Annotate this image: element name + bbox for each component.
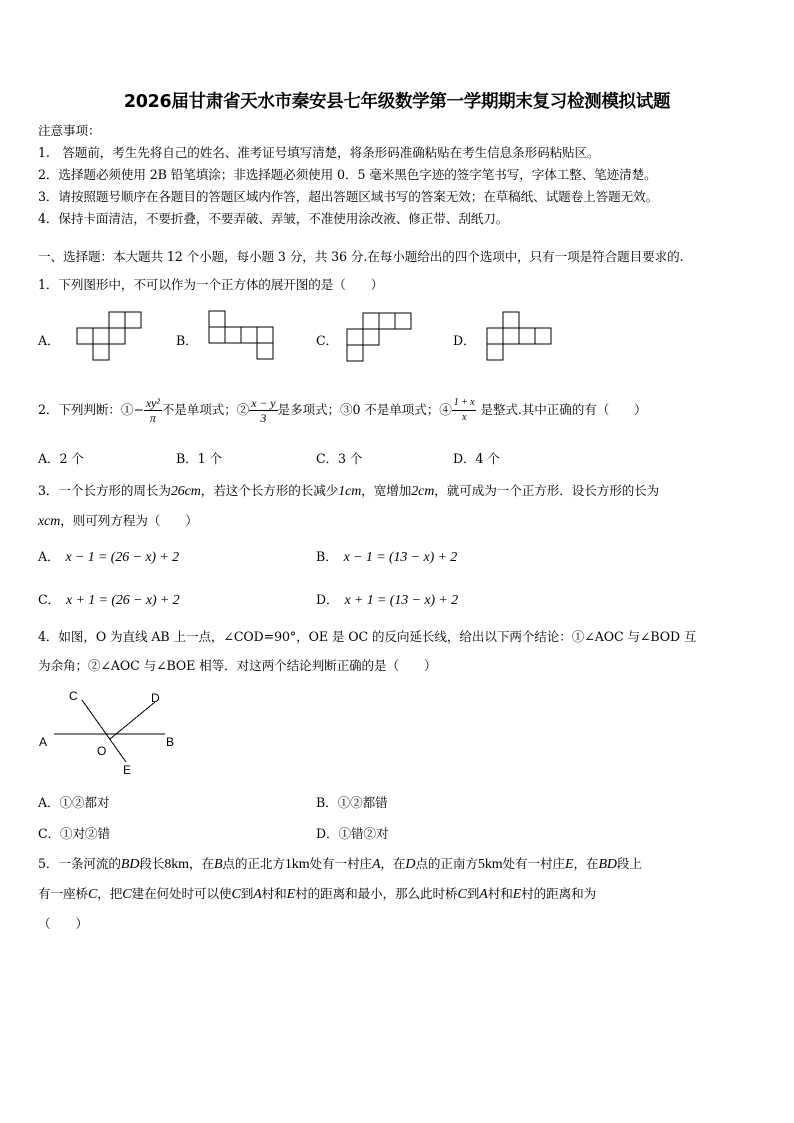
q2-f2-num: x − y xyxy=(251,396,276,410)
q5-village-a-2: A xyxy=(253,887,262,902)
note-item-1: 1. 答题前，考生先将自己的姓名、准考证号填写清楚，将条形码准确粘贴在考生信息条形码粘贴区。 xyxy=(38,145,600,160)
q3-line-1 xyxy=(38,480,659,500)
note-item-4: 4．保持卡面清洁，不要折叠，不要弄破、弄皱，不准使用涂改液、修正带、刮纸刀。 xyxy=(38,211,509,226)
q5-line-2 xyxy=(38,883,596,903)
q5-point-d: D xyxy=(405,857,416,872)
q5-u6: 村的距离和最小，那么此时桥 xyxy=(295,886,458,901)
q5-u1: 有一座桥 xyxy=(38,886,88,901)
q5-distance-3: 5km xyxy=(477,857,503,872)
q2-f1-den: π xyxy=(149,411,156,425)
angle-figure xyxy=(30,682,190,782)
q3-option-b xyxy=(316,546,457,566)
q3-line-2 xyxy=(38,510,198,530)
q3-variable: xcm xyxy=(38,514,61,529)
q4-option-a: A．①②都对 xyxy=(38,795,110,810)
note-item-2: 2．选择题必须使用 2B 铅笔填涂；非选择题必须使用 0．5 毫米黑色字迹的签字笔书写，字体工整、笔迹清楚。 xyxy=(38,167,657,182)
q3-text-a: 3．一个长方形的周长为 xyxy=(38,483,171,498)
q5-segment-bd: BD xyxy=(120,857,140,872)
q2-part-4: 是整式.其中正确的有（ ） xyxy=(476,402,647,417)
q2-stem xyxy=(38,388,647,432)
q5-village-e: E xyxy=(565,857,574,872)
q2-f1-num: xy² xyxy=(145,396,160,410)
net-figure-c xyxy=(340,306,420,366)
q5-distance-2: 1km xyxy=(284,857,310,872)
q3-text-c: ，宽增加 xyxy=(361,483,412,498)
q5-u5: 村和 xyxy=(261,886,287,901)
page-title: 2026届甘肃省天水市秦安县七年级数学第一学期期末复习检测模拟试题 xyxy=(123,92,671,112)
q4-option-b: B．①②都错 xyxy=(316,795,388,810)
q5-village-e-2: E xyxy=(286,887,296,902)
q5-t7: 点的正南方 xyxy=(415,856,478,871)
label-o: O xyxy=(97,744,107,758)
q2-option-b: B．1 个 xyxy=(176,451,222,466)
q2-f3-den: x xyxy=(461,412,467,423)
q5-u8: 村和 xyxy=(487,886,513,901)
q5-t6: ，在 xyxy=(380,856,406,871)
q5-point-b: B xyxy=(213,857,223,872)
q3-option-d-expr: x + 1 = (13 − x) + 2 xyxy=(344,593,459,608)
note-item-3: 3．请按照题号顺序在各题目的答题区域内作答，超出答题区域书写的答案无效；在草稿纸、试题卷上答题无效。 xyxy=(38,189,659,204)
q5-t4: 点的正北方 xyxy=(222,856,285,871)
q5-distance-1: 8km xyxy=(164,857,189,872)
q3-option-a-label: A． xyxy=(38,549,60,564)
q3-increase: 2cm xyxy=(411,484,435,499)
q2-fraction-1 xyxy=(144,396,162,425)
notes-heading: 注意事项： xyxy=(38,123,101,138)
q3-option-c xyxy=(38,589,180,609)
q5-village-a: A xyxy=(371,857,381,872)
q2-option-a: A．2 个 xyxy=(38,451,84,466)
q3-option-a-expr: x − 1 = (26 − x) + 2 xyxy=(65,550,180,565)
q3-option-a xyxy=(38,546,179,566)
q5-u9: 村的距离和为 xyxy=(521,886,597,901)
q5-t8: 处有一村庄 xyxy=(502,856,565,871)
q3-option-b-label: B． xyxy=(316,549,338,564)
label-e: E xyxy=(123,763,132,777)
net-figure-d xyxy=(480,306,560,366)
q4-option-d: D．①错②对 xyxy=(316,826,389,841)
q2-fraction-2 xyxy=(249,396,277,425)
net-figure-a xyxy=(70,308,150,368)
q5-bridge-c-2: C xyxy=(122,887,132,902)
q5-bridge-c-1: C xyxy=(87,887,98,902)
q5-village-e-3: E xyxy=(512,887,522,902)
q2-f2-den: 3 xyxy=(260,411,267,425)
q2-fraction-3 xyxy=(452,396,477,425)
q5-t3: ，在 xyxy=(188,856,214,871)
label-c: C xyxy=(69,689,78,703)
q5-t10: 段上 xyxy=(616,856,642,871)
q3-option-b-expr: x − 1 = (13 − x) + 2 xyxy=(343,550,458,565)
q3-perimeter: 26cm xyxy=(170,484,201,499)
q5-t1: 5．一条河流的 xyxy=(38,856,121,871)
q5-bridge-c-3: C xyxy=(231,887,241,902)
ray-od xyxy=(110,702,155,739)
q1-label-a: A． xyxy=(38,333,60,348)
q3-option-c-label: C． xyxy=(38,592,61,607)
q5-u4: 到 xyxy=(240,886,254,901)
q4-line-2: 为余角；②∠AOC 与∠BOE 相等．对这两个结论判断正确的是（ ） xyxy=(38,658,437,673)
q1-label-d: D． xyxy=(453,333,476,348)
label-d: D xyxy=(151,691,160,705)
q2-f3-num: 1 + x xyxy=(452,396,477,411)
q5-t5: 处有一村庄 xyxy=(309,856,372,871)
q5-u7: 到 xyxy=(466,886,480,901)
q3-text-b: ，若这个长方形的长减少 xyxy=(200,483,339,498)
q3-text-e: ，则可列方程为（ ） xyxy=(60,513,198,528)
q2-part-1: 2．下列判断：①− xyxy=(38,402,144,417)
q5-segment-bd-2: BD xyxy=(598,857,617,872)
q4-option-c: C．①对②错 xyxy=(38,826,111,841)
q2-part-2: 不是单项式；② xyxy=(161,402,250,417)
q2-option-c: C．3 个 xyxy=(316,451,363,466)
q1-stem: 1．下列图形中，不可以作为一个正方体的展开图的是（ ） xyxy=(38,277,384,292)
q3-option-c-expr: x + 1 = (26 − x) + 2 xyxy=(66,593,180,608)
q5-answer-paren: （ ） xyxy=(38,916,88,931)
q1-label-b: B． xyxy=(176,333,198,348)
q2-part-3: 是多项式；③0 不是单项式；④ xyxy=(277,402,452,417)
label-b: B xyxy=(166,735,175,749)
q5-bridge-c-4: C xyxy=(457,887,467,902)
q5-t2: 段长 xyxy=(139,856,165,871)
q2-option-d: D．4 个 xyxy=(453,451,500,466)
section-heading: 一、选择题：本大题共 12 个小题，每小题 3 分，共 36 分.在每小题给出的四个选项中，只有一项是符合题目要求的. xyxy=(38,249,684,264)
q5-line-1 xyxy=(38,853,642,873)
q5-village-a-3: A xyxy=(479,887,488,902)
q5-u2: ，把 xyxy=(97,886,123,901)
q3-option-d-label: D． xyxy=(316,592,339,607)
q5-t9: ，在 xyxy=(573,856,599,871)
q3-text-d: ，就可成为一个正方形．设长方形的长为 xyxy=(434,483,660,498)
q5-u3: 建在何处时可以使 xyxy=(131,886,232,901)
q3-decrease: 1cm xyxy=(338,484,362,499)
q1-label-c: C． xyxy=(316,333,339,348)
q4-line-1: 4．如图，O 为直线 AB 上一点，∠COD=90°，OE 是 OC 的反向延长线，给出以下两个结论：①∠AOC 与∠BOD 互 xyxy=(38,629,697,644)
label-a: A xyxy=(39,735,48,749)
net-figure-b xyxy=(202,306,282,366)
q3-option-d xyxy=(316,589,458,609)
